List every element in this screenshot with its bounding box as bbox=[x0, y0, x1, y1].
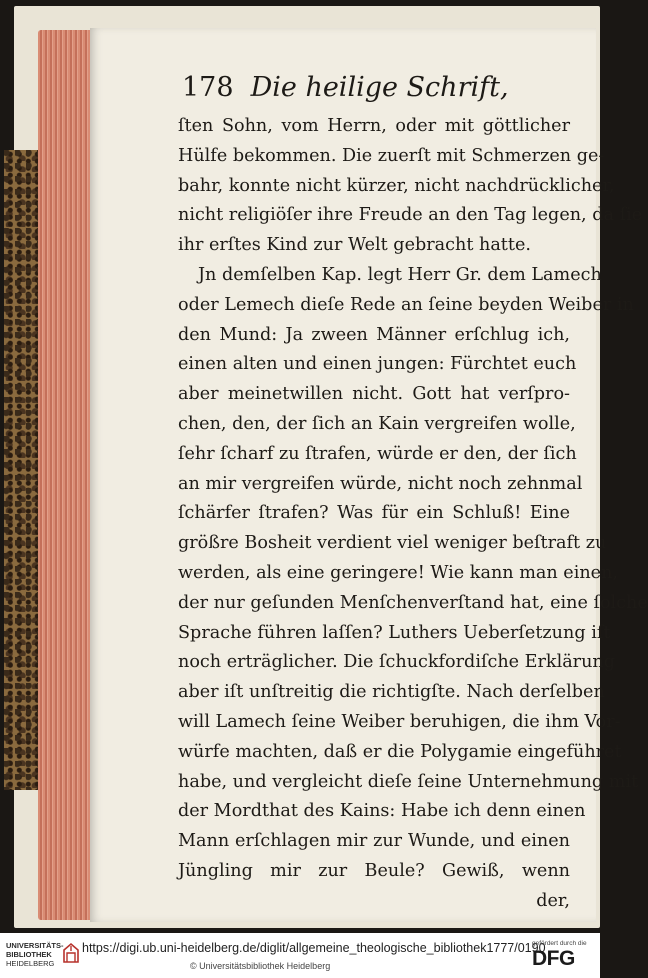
text-line: habe, und vergleicht dieſe ſeine Unternehmung mit bbox=[178, 771, 639, 792]
text-line: will Lamech ſeine Weiber beruhigen, die ihm Vor- bbox=[178, 711, 621, 732]
text-line: Mann erſchlagen mir zur Wunde, und einen bbox=[178, 831, 570, 852]
funder-logo-block[interactable] bbox=[532, 940, 594, 970]
catchword: der, bbox=[536, 890, 570, 911]
page-edges bbox=[38, 30, 96, 920]
text-line: aber iſt unſtreitig die richtigſte. Nach derſelben bbox=[178, 682, 605, 703]
text-line: oder Lemech dieſe Rede an ſeine beyden Weiber in bbox=[178, 294, 634, 315]
text-line: ihr erſtes Kind zur Welt gebracht hatte. bbox=[178, 235, 531, 256]
running-title: Die heilige Schrift, bbox=[250, 72, 509, 103]
text-line: ſten Sohn, vom Herrn, oder mit göttlicher bbox=[178, 116, 570, 136]
text-line: bahr, konnte nicht kürzer, nicht nachdrücklicher, bbox=[178, 175, 615, 196]
library-logo[interactable] bbox=[6, 941, 66, 968]
text-line: ſchärfer ſtrafen? Was für ein Schluß! Eine bbox=[178, 503, 570, 524]
text-line: Sprache führen laſſen? Luthers Ueberſetzung iſt bbox=[178, 622, 611, 643]
text-line: Jn demſelben Kap. legt Herr Gr. dem Lamech bbox=[198, 264, 602, 285]
text-line: Jüngling mir zur Beule? Gewiß, wenn bbox=[178, 860, 570, 881]
text-line: noch erträglicher. Die ſchuckfordiſche Erklärung bbox=[178, 652, 616, 673]
library-name-line: UNIVERSITÄTS- bbox=[6, 941, 64, 950]
text-line: ſehr ſcharf zu ſtrafen, würde er den, der ſich bbox=[178, 443, 577, 464]
text-line: größre Bosheit verdient viel weniger beſtraft zu bbox=[178, 533, 607, 554]
text-line: nicht religiöſer ihre Freude an den Tag legen, da ſie bbox=[178, 205, 643, 226]
copyright-notice: © Universitätsbibliothek Heidelberg bbox=[190, 961, 331, 971]
text-line: aber meinetwillen nicht. Gott hat verſpro- bbox=[178, 384, 570, 405]
library-name-line: BIBLIOTHEK bbox=[6, 950, 52, 959]
text-line: würfe machten, daß er die Polygamie eingeführet bbox=[178, 741, 622, 762]
university-seal-icon bbox=[62, 942, 80, 964]
text-line: der nur geſunden Menſchenverſtand hat, eine ſolche bbox=[178, 592, 648, 613]
funder-caption: gefördert durch die bbox=[532, 940, 587, 947]
text-line: werden, als eine geringere! Wie kann man einen, bbox=[178, 562, 618, 583]
library-name-line: HEIDELBERG bbox=[6, 959, 55, 968]
page-number: 178 bbox=[182, 72, 234, 103]
body-text bbox=[178, 112, 648, 917]
permalink-url[interactable]: https://digi.ub.uni-heidelberg.de/diglit/allgemeine_theologische_bibliothek1777/0190 bbox=[82, 941, 546, 955]
footer-bar bbox=[0, 933, 600, 978]
marbled-board bbox=[4, 150, 42, 790]
text-line: einen alten und einen jungen: Fürchtet euch bbox=[178, 354, 577, 375]
text-line: chen, den, der ſich an Kain vergreifen wolle, bbox=[178, 413, 576, 434]
page-header bbox=[182, 72, 509, 112]
text-line: der Mordthat des Kains: Habe ich denn einen bbox=[178, 801, 586, 822]
text-line: den Mund: Ja zween Männer erſchlug ich, bbox=[178, 324, 570, 345]
text-line: Hülfe bekommen. Die zuerſt mit Schmerzen ge- bbox=[178, 145, 605, 166]
dfg-logo: DFG bbox=[532, 947, 575, 970]
text-line: an mir vergreifen würde, nicht noch zehnmal bbox=[178, 473, 583, 494]
